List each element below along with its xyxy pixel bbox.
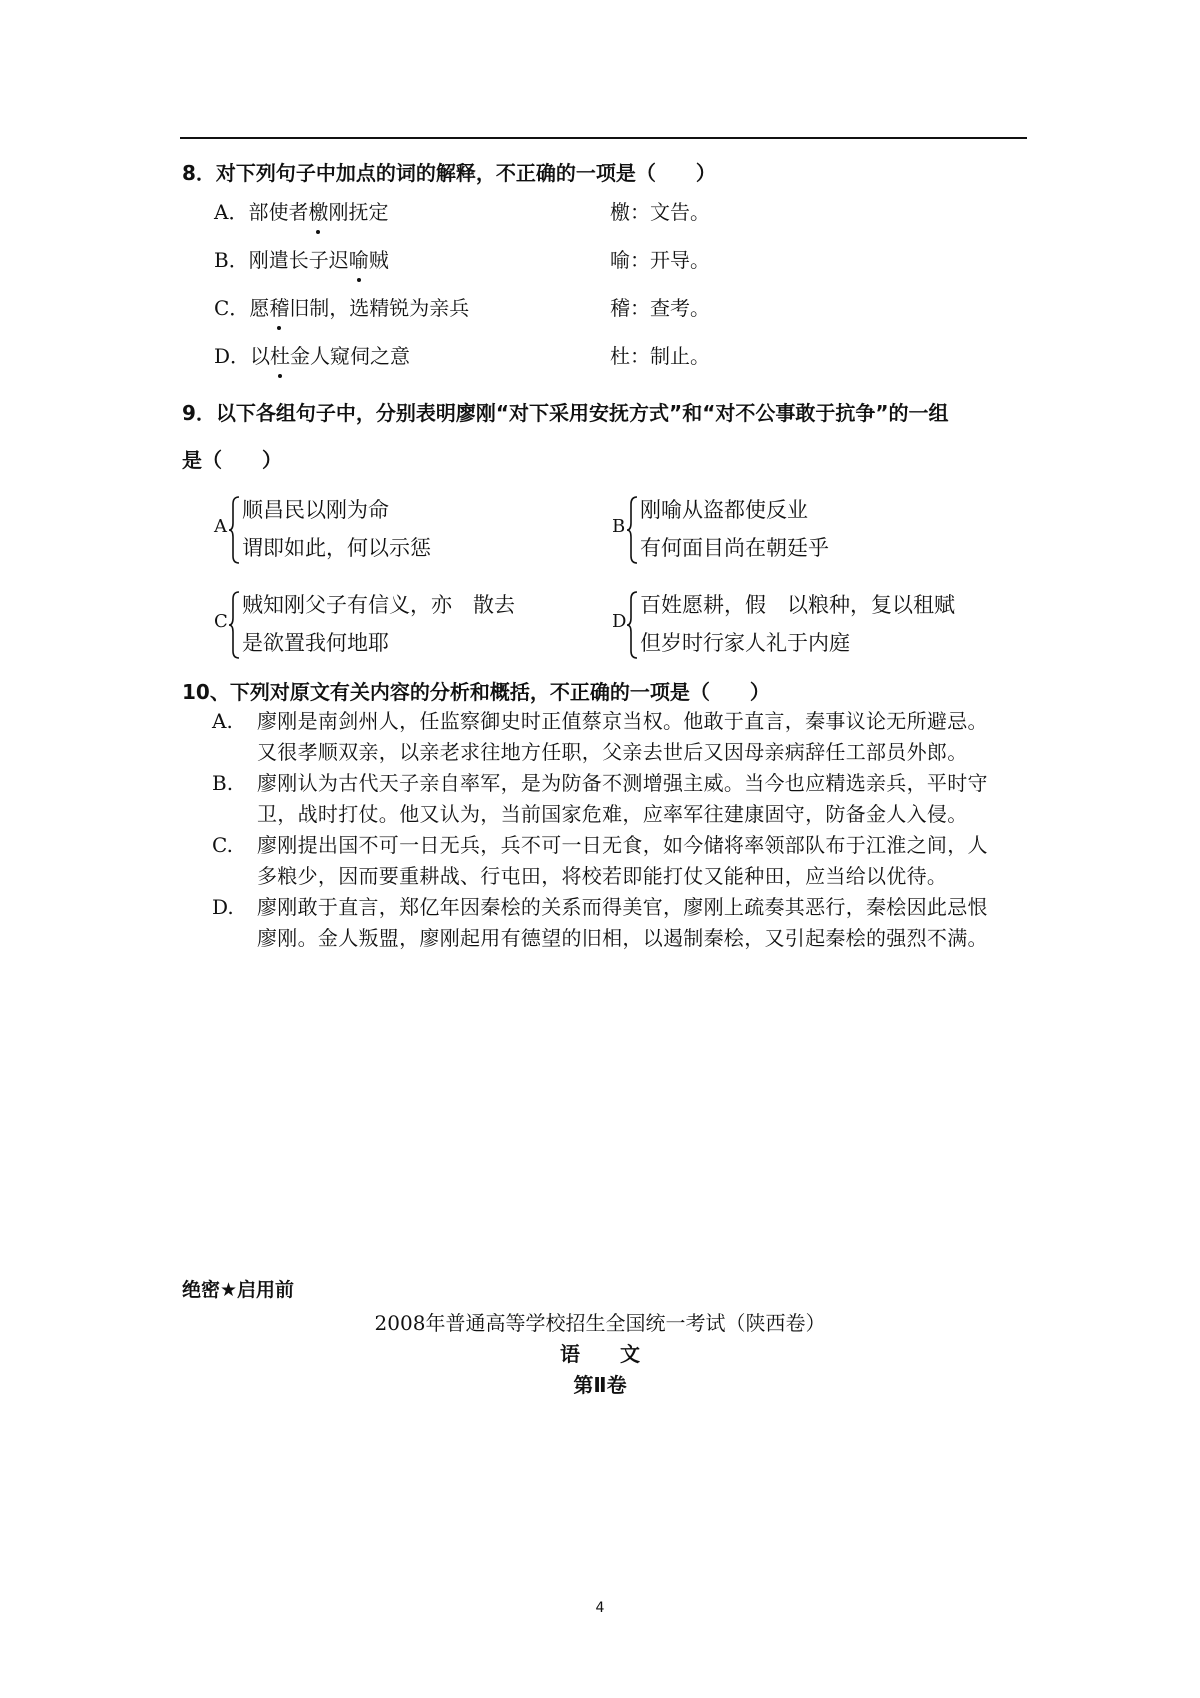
option-line-1: 百姓愿耕，假 以粮种，复以租赋 xyxy=(640,593,955,617)
page-number: 4 xyxy=(595,1600,605,1616)
brace-icon xyxy=(626,496,638,564)
option-letter: D. xyxy=(212,895,234,919)
option-letter: B xyxy=(612,516,626,537)
q9-option-c xyxy=(214,589,594,661)
secret-label: 绝密★启用前 xyxy=(182,1279,295,1301)
q8-option-d: D．以杜 金人窥伺之意 xyxy=(214,340,410,369)
question-10-stem: 10、下列对原文有关内容的分析和概括，不正确的一项是（ ） xyxy=(182,680,770,704)
q10-option-b xyxy=(212,768,1052,830)
q8-option-a: A．部使者檄 刚抚定 xyxy=(214,196,388,225)
option-letter: A xyxy=(214,516,227,537)
option-line-1: 廖刚提出国不可一日无兵，兵不可一日无食，如今储将率领部队布于江淮之间，人 xyxy=(257,833,988,857)
option-line-1: 廖刚敢于直言，郑亿年因秦桧的关系而得美官，廖刚上疏奏其恶行，秦桧因此忌恨 xyxy=(257,895,988,919)
emphasis-dot-char: 杜 xyxy=(270,340,290,369)
q8-option-d-gloss: 杜：制止。 xyxy=(610,344,710,368)
q9-option-a xyxy=(214,494,574,566)
option-line-2: 有何面目尚在朝廷乎 xyxy=(640,536,829,560)
q8-option-a-gloss: 檄：文告。 xyxy=(610,200,710,224)
q8-option-c: C．愿稽 旧制，选精锐为亲兵 xyxy=(214,292,469,321)
option-line-2: 是欲置我何地耶 xyxy=(242,631,389,655)
option-line-1: 廖刚认为古代天子亲自率军，是为防备不测增强主威。当今也应精选亲兵，平时守 xyxy=(257,771,988,795)
q10-option-a xyxy=(212,706,1052,768)
option-line-2: 谓即如此，何以示惩 xyxy=(242,536,431,560)
q8-option-b: B．刚遣长子迟喻 贼 xyxy=(214,244,389,273)
q10-option-c xyxy=(212,830,1052,892)
q8-option-b-gloss: 喻：开导。 xyxy=(610,248,710,272)
q10-option-d xyxy=(212,892,1052,954)
emphasis-dot-char: 檄 xyxy=(308,196,328,225)
option-line-1: 刚喻从盗都使反业 xyxy=(640,498,808,522)
question-9-stem-line1: 9．以下各组句子中，分别表明廖刚“对下采用安抚方式”和“对不公事敢于抗争”的一组 xyxy=(182,401,949,425)
q8-option-c-gloss: 稽：查考。 xyxy=(610,296,710,320)
volume-title: 第Ⅱ卷 xyxy=(573,1373,627,1397)
option-letter: B. xyxy=(212,771,234,795)
emphasis-dot-char: 稽 xyxy=(269,292,289,321)
question-9-stem-line2: 是（ ） xyxy=(182,448,282,472)
option-letter: C xyxy=(214,611,228,632)
subject-title: 语 文 xyxy=(560,1342,640,1366)
q9-option-b xyxy=(612,494,1012,566)
option-letter: C. xyxy=(212,833,233,857)
option-letter: D xyxy=(612,611,627,632)
option-line-1: 顺昌民以刚为命 xyxy=(242,498,389,522)
option-letter: A. xyxy=(212,709,233,733)
option-line-2: 廖刚。金人叛盟，廖刚起用有德望的旧相，以遏制秦桧，又引起秦桧的强烈不满。 xyxy=(257,926,988,950)
option-line-2: 卫，战时打仗。他又认为，当前国家危难，应率军往建康固守，防备金人入侵。 xyxy=(257,802,968,826)
brace-icon xyxy=(228,591,240,659)
brace-icon xyxy=(626,591,638,659)
option-line-2: 多粮少，因而要重耕战、行屯田，将校若即能打仗又能种田，应当给以优待。 xyxy=(257,864,948,888)
option-line-1: 廖刚是南剑州人，任监察御史时正值蔡京当权。他敢于直言，秦事议论无所避忌。 xyxy=(257,709,988,733)
header-rule xyxy=(180,137,1027,139)
q9-option-d xyxy=(612,589,1032,661)
brace-icon xyxy=(228,496,240,564)
option-line-2: 但岁时行家人礼于内庭 xyxy=(640,631,850,655)
question-8-stem: 8．对下列句子中加点的词的解释，不正确的一项是（ ） xyxy=(182,161,716,185)
option-line-2: 又很孝顺双亲，以亲老求往地方任职，父亲去世后又因母亲病辞任工部员外郎。 xyxy=(257,740,968,764)
option-line-1: 贼知刚父子有信义，亦 散去 xyxy=(242,593,515,617)
emphasis-dot-char: 喻 xyxy=(349,244,369,273)
exam-title: 2008年普通高等学校招生全国统一考试（陕西卷） xyxy=(374,1311,826,1335)
